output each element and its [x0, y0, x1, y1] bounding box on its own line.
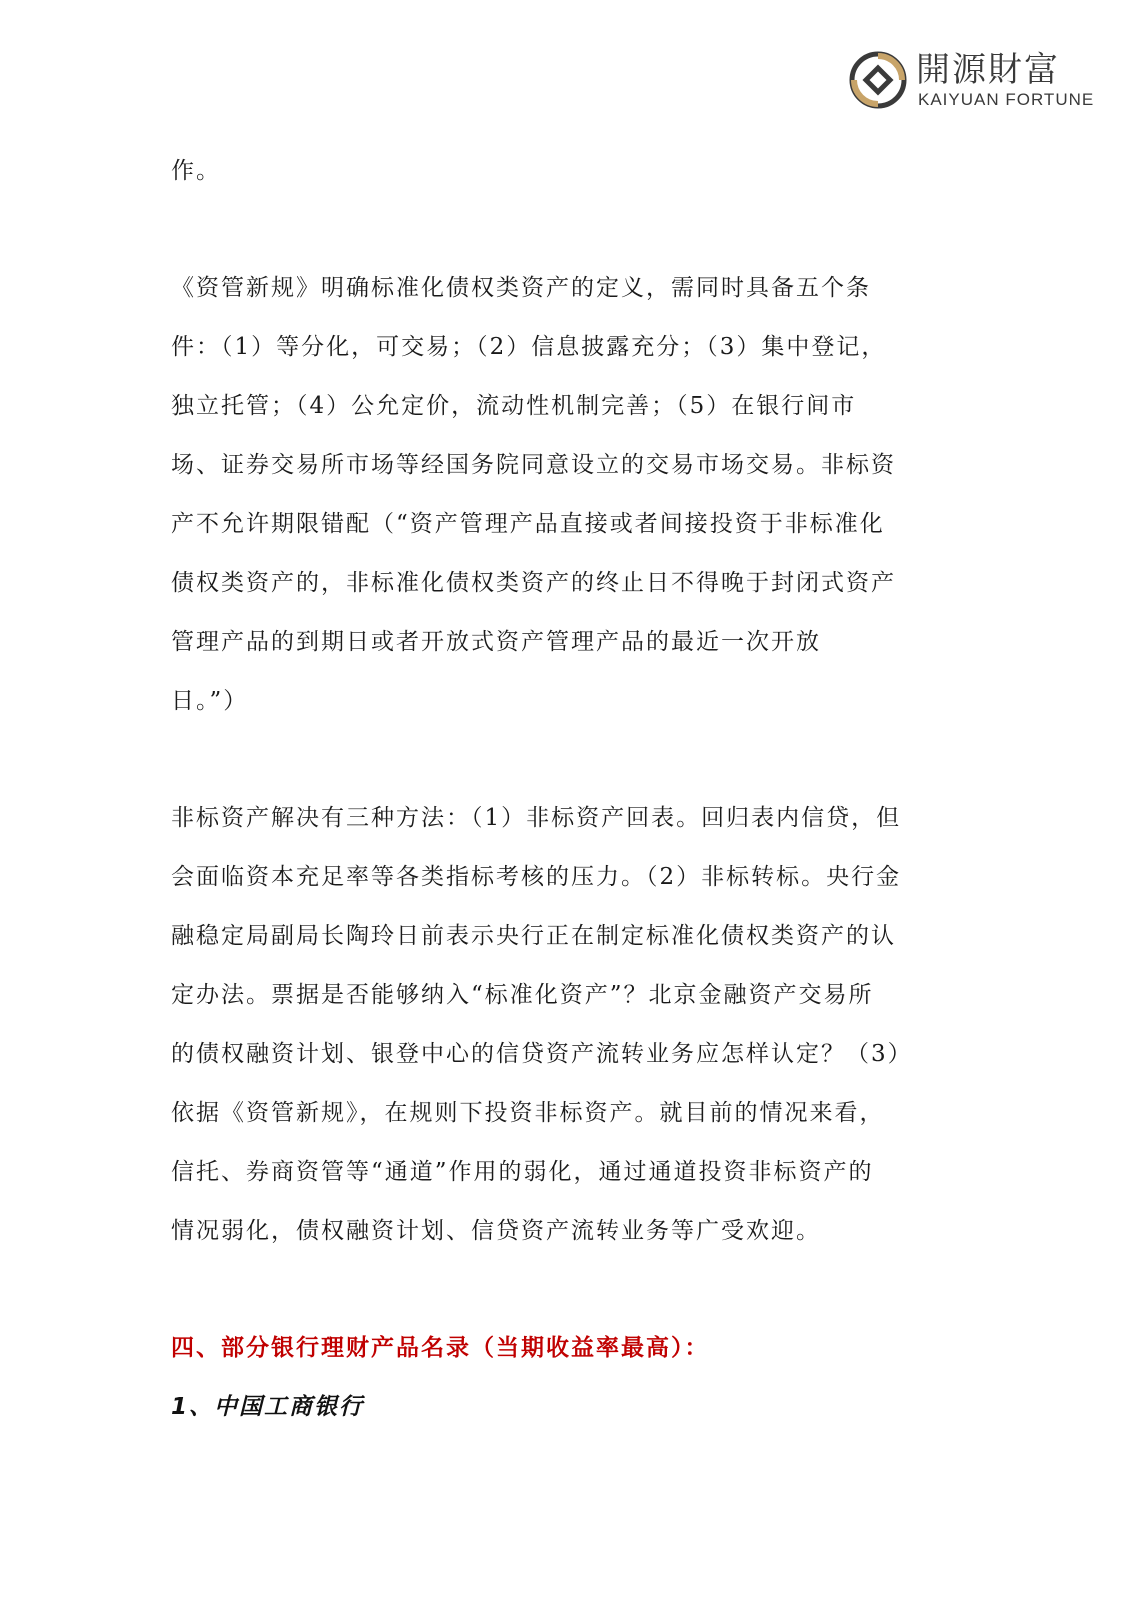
- text-line: 管理产品的到期日或者开放式资产管理产品的最近一次开放: [171, 629, 821, 655]
- text-line: 融稳定局副局长陶玲日前表示央行正在制定标准化债权类资产的认: [171, 923, 896, 949]
- text-line: 债权类资产的，非标准化债权类资产的终止日不得晚于封闭式资产: [171, 570, 896, 596]
- brand-logo: [848, 50, 1098, 110]
- text-line: 信托、券商资管等“通道”作用的弱化，通过通道投资非标资产的: [171, 1159, 874, 1185]
- logo-chinese-name: 開源財富: [916, 50, 1060, 90]
- text-line: 作。: [171, 158, 221, 184]
- kaiyuan-logo-icon: [848, 50, 908, 110]
- paragraph-nonstandard-solutions: [171, 789, 971, 1261]
- paragraph-standard-assets-definition: [171, 259, 971, 731]
- text-line: 独立托管；（4）公允定价，流动性机制完善；（5）在银行间市: [171, 393, 857, 419]
- text-line: 情况弱化，债权融资计划、信贷资产流转业务等广受欢迎。: [171, 1218, 821, 1244]
- text-line: 产不允许期限错配（“资产管理产品直接或者间接投资于非标准化: [171, 511, 885, 537]
- text-line: 日。”）: [171, 688, 249, 714]
- section-heading: 四、部分银行理财产品名录（当期收益率最高）：: [171, 1335, 710, 1361]
- paragraph-continuation: [171, 142, 971, 201]
- text-line: 定办法。票据是否能够纳入“标准化资产”？北京金融资产交易所: [171, 982, 874, 1008]
- text-line: 的债权融资计划、银登中心的信贷资产流转业务应怎样认定？（3）: [171, 1041, 913, 1067]
- text-line: 会面临资本充足率等各类指标考核的压力。（2）非标转标。央行金: [171, 864, 902, 890]
- logo-english-name: KAIYUAN FORTUNE: [918, 90, 1095, 109]
- text-line: 依据《资管新规》，在规则下投资非标资产。就目前的情况来看，: [171, 1100, 885, 1126]
- text-line: 非标资产解决有三种方法：（1）非标资产回表。回归表内信贷，但: [171, 805, 902, 831]
- text-line: 《资管新规》明确标准化债权类资产的定义，需同时具备五个条: [171, 275, 871, 301]
- text-line: 场、证券交易所市场等经国务院同意设立的交易市场交易。非标资: [171, 452, 896, 478]
- document-body: [171, 142, 971, 1437]
- sub-heading: 1、中国工商银行: [171, 1394, 365, 1420]
- text-line: 件：（1）等分化，可交易；（2）信息披露充分；（3）集中登记，: [171, 334, 887, 360]
